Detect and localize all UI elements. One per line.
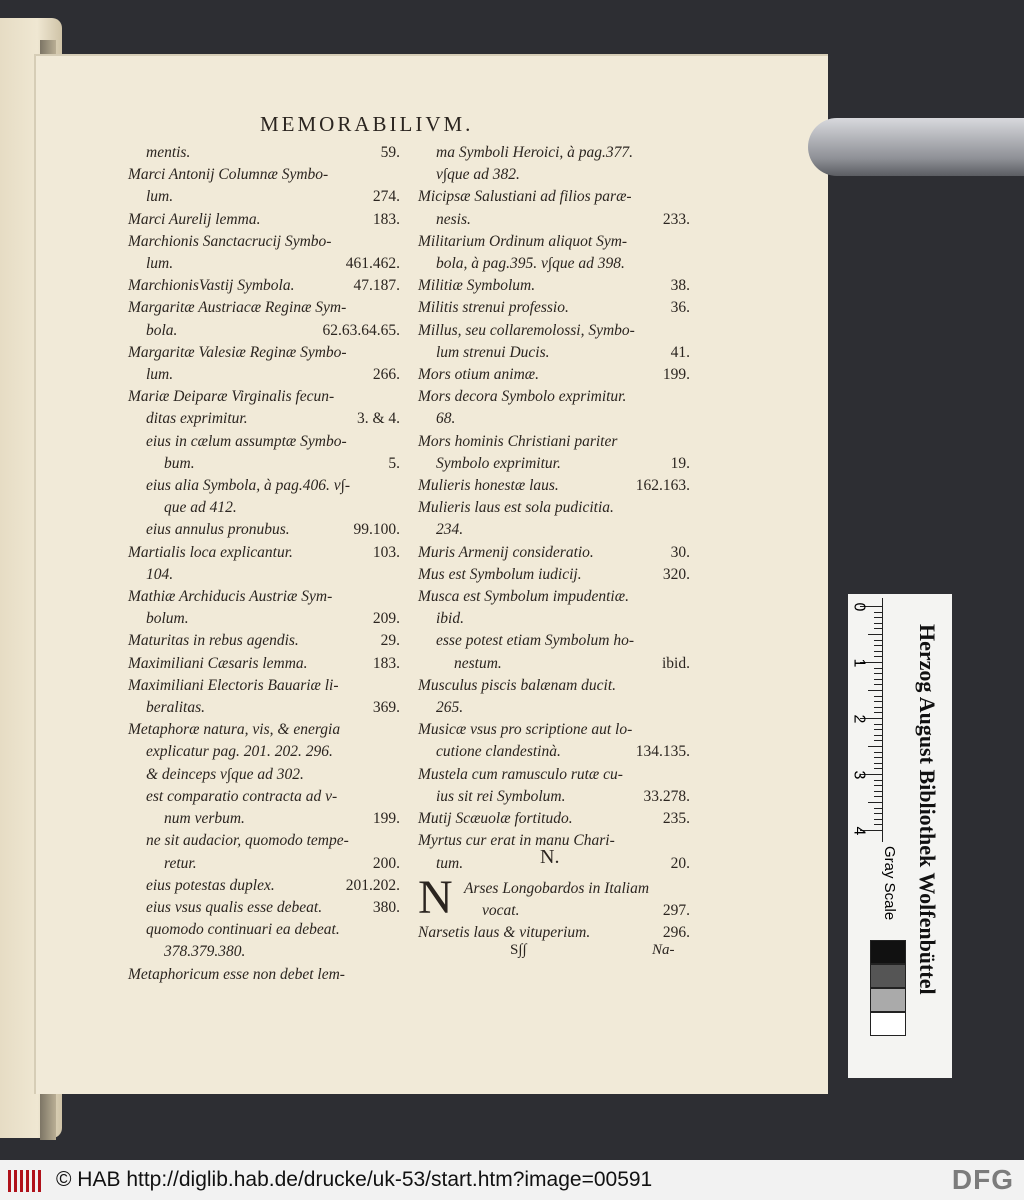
index-entry-page: 30. [670, 543, 690, 561]
ruler-tick [874, 656, 882, 657]
index-entry-page: 33.278. [643, 787, 690, 805]
index-entry-text: Mus est Symbolum iudicij. [418, 565, 582, 583]
index-entry [418, 542, 690, 564]
page-running-header: MEMORABILIVM. [260, 112, 474, 136]
index-entry [128, 364, 400, 386]
index-entry-text: 68. [436, 410, 456, 428]
index-entry [128, 853, 400, 875]
index-entry-text: lum strenui Ducis. [436, 343, 550, 361]
index-entry [128, 830, 400, 852]
index-entry [128, 808, 400, 830]
ruler-tick [874, 735, 882, 736]
index-entry-text: explicatur pag. 201. 202. 296. [146, 743, 333, 761]
index-entry-text: Musca est Symbolum impudentiæ. [418, 588, 629, 606]
index-entry [128, 320, 400, 342]
index-column-left [128, 142, 400, 986]
index-entry-text: eius annulus pronubus. [146, 521, 290, 539]
index-entry-page: ibid. [662, 654, 690, 672]
index-entry-page: 380. [372, 898, 400, 916]
ruler-number: 1 [850, 658, 868, 668]
index-entry [418, 675, 690, 697]
index-entry [418, 431, 690, 453]
index-entry [128, 297, 400, 319]
index-entry-page: 103. [372, 543, 400, 561]
index-entry-page: 99.100. [353, 521, 400, 539]
ruler-tick [874, 796, 882, 797]
index-entry-text: Myrtus cur erat in manu Chari- [418, 832, 615, 850]
ruler-tick [874, 651, 882, 652]
ruler [850, 598, 883, 842]
index-entry [418, 608, 690, 630]
index-entry-page: 297. [662, 902, 690, 920]
index-entry [128, 542, 400, 564]
index-entry-text: Maturitas in rebus agendis. [128, 632, 299, 650]
index-entry [128, 142, 400, 164]
index-entry-text: Militis strenui professio. [418, 299, 569, 317]
swatch-dark-gray [870, 964, 906, 988]
index-entry [418, 786, 690, 808]
index-column-right [418, 142, 690, 875]
index-entry [418, 900, 690, 922]
swatch-black [870, 940, 906, 964]
ruler-tick [874, 791, 882, 792]
ruler-tick [874, 824, 882, 825]
ruler-number: 4 [850, 826, 868, 836]
index-entry-text: Mathiæ Archiducis Austriæ Sym- [128, 588, 333, 606]
index-entry-text: eius alia Symbola, à pag.406. v∫- [146, 477, 350, 495]
index-entry-text: Mustela cum ramusculo rutæ cu- [418, 765, 623, 783]
ruler-tick [874, 724, 882, 725]
index-entry-text: Margaritæ Valesiæ Reginæ Symbo- [128, 343, 347, 361]
index-entry [418, 275, 690, 297]
index-entry [418, 408, 690, 430]
index-entry-text: Militarium Ordinum aliquot Sym- [418, 232, 628, 250]
index-entry [128, 653, 400, 675]
index-entry-text: ibid. [436, 610, 464, 628]
index-entry-text: bola. [146, 321, 178, 339]
n-section-entries [418, 878, 690, 945]
index-entry [128, 697, 400, 719]
index-entry-text: Marchionis Sanctacrucij Symbo- [128, 232, 332, 250]
index-entry-text: ditas exprimitur. [146, 410, 248, 428]
index-entry-page: 183. [372, 654, 400, 672]
dfg-logo: DFG [951, 1164, 1014, 1195]
index-entry-text: Mors hominis Christiani pariter [418, 432, 618, 450]
index-entry [418, 209, 690, 231]
ruler-tick [874, 808, 882, 809]
drop-cap-n: N [418, 871, 453, 924]
index-entry [418, 808, 690, 830]
index-entry [128, 964, 400, 986]
ruler-tick [874, 752, 882, 753]
index-entry-text: quomodo continuari ea debeat. [146, 921, 340, 939]
index-entry [128, 408, 400, 430]
index-entry-page: 266. [372, 366, 400, 384]
index-entry-page: 235. [662, 810, 690, 828]
index-entry [418, 320, 690, 342]
index-entry [418, 519, 690, 541]
index-entry [128, 786, 400, 808]
index-entry-text: Martialis loca explicantur. [128, 543, 293, 561]
ruler-tick [874, 684, 882, 685]
index-entry [128, 497, 400, 519]
index-entry-text: bolum. [146, 610, 189, 628]
index-entry-text: ius sit rei Symbolum. [436, 787, 566, 805]
index-entry [418, 342, 690, 364]
index-entry-text: esse potest etiam Symbolum ho- [436, 632, 635, 650]
index-entry [128, 764, 400, 786]
index-entry-text: Muris Armenij consideratio. [418, 543, 594, 561]
index-entry-text: nesis. [436, 210, 471, 228]
ruler-tick [874, 729, 882, 730]
index-entry [418, 878, 690, 900]
ruler-tick [874, 763, 882, 764]
index-entry-page: 162.163. [635, 477, 690, 495]
index-entry [128, 608, 400, 630]
index-entry-page: 41. [670, 343, 690, 361]
ruler-tick [874, 645, 882, 646]
index-entry-text: 265. [436, 699, 464, 717]
index-entry-text: retur. [164, 854, 197, 872]
index-entry-text: MarchionisVastij Symbola. [128, 277, 295, 295]
index-entry [128, 386, 400, 408]
index-entry-text: Mors otium animæ. [418, 366, 539, 384]
index-entry [418, 564, 690, 586]
copyright-link[interactable]: © HAB http://diglib.hab.de/drucke/uk-53/start.htm?image=00591 [56, 1168, 653, 1191]
index-entry [418, 475, 690, 497]
index-entry-text: tum. [436, 854, 464, 872]
index-entry [418, 142, 690, 164]
ruler-tick [874, 696, 882, 697]
index-entry-page: 19. [670, 454, 690, 472]
index-entry-page: 29. [380, 632, 400, 650]
index-entry [418, 653, 690, 675]
index-entry [418, 453, 690, 475]
ruler-number: 0 [850, 602, 868, 612]
index-entry-text: Metaphoricum esse non debet lem- [128, 965, 345, 983]
index-entry-text: ma Symboli Heroici, à pag.377. [436, 144, 634, 161]
index-entry-text: v∫que ad 382. [436, 166, 520, 184]
index-entry [418, 297, 690, 319]
index-entry-page: 134.135. [635, 743, 690, 761]
index-entry [128, 253, 400, 275]
index-entry-text: Maximiliani Electoris Bauariæ li- [128, 676, 339, 694]
index-entry [418, 497, 690, 519]
index-entry [418, 231, 690, 253]
index-entry-text: Musicæ vsus pro scriptione aut lo- [418, 721, 633, 739]
index-entry-text: & deinceps v∫que ad 302. [146, 765, 304, 783]
index-entry [418, 186, 690, 208]
index-entry [128, 475, 400, 497]
ruler-tick [874, 623, 882, 624]
ruler-tick [868, 802, 882, 803]
index-entry-text: Margaritæ Austriacæ Reginæ Sym- [128, 299, 347, 317]
index-entry-text: lum. [146, 255, 174, 273]
index-entry [418, 719, 690, 741]
index-entry-text: Arses Longobardos in Italiam [464, 880, 650, 897]
index-entry-text: Metaphoræ natura, vis, & energia [128, 721, 341, 739]
index-entry [418, 697, 690, 719]
index-entry-page: 20. [670, 854, 690, 872]
index-entry-page: 183. [372, 210, 400, 228]
index-entry-page: 199. [372, 810, 400, 828]
index-entry-text: Militiæ Symbolum. [418, 277, 536, 295]
section-heading-n: N. [540, 846, 560, 868]
index-entry-page: 3. & 4. [356, 410, 400, 428]
index-entry [128, 342, 400, 364]
page-clip [808, 118, 1024, 176]
signature-mark: S∫∫ [510, 942, 527, 958]
index-entry-text: Symbolo exprimitur. [436, 454, 561, 472]
swatch-light-gray [870, 988, 906, 1012]
index-entry [128, 875, 400, 897]
index-entry [418, 764, 690, 786]
index-entry-text: Maximiliani Cæsaris lemma. [128, 654, 308, 672]
ruler-tick [874, 679, 882, 680]
index-entry-page: 199. [662, 366, 690, 384]
index-entry-text: 378.379.380. [164, 943, 246, 961]
index-entry-page: 274. [372, 188, 400, 206]
index-entry-text: Musculus piscis balænam ducit. [418, 676, 617, 694]
index-entry [418, 253, 690, 275]
index-entry-text: beralitas. [146, 699, 205, 717]
index-entry [418, 386, 690, 408]
index-entry-text: nestum. [454, 654, 502, 672]
index-entry-text: Mariæ Deiparæ Virginalis fecun- [128, 388, 335, 406]
index-entry-page: 201.202. [345, 876, 400, 894]
index-entry [128, 919, 400, 941]
index-entry-text: num verbum. [164, 810, 245, 828]
index-entry-page: 59. [380, 144, 400, 161]
ruler-tick [868, 746, 882, 747]
index-entry-text: cutione clandestinà. [436, 743, 561, 761]
ruler-tick [874, 780, 882, 781]
index-entry-text: Mulieris laus est sola pudicitia. [418, 499, 614, 517]
ruler-tick [874, 785, 882, 786]
ruler-tick [874, 813, 882, 814]
index-entry-text: lum. [146, 366, 174, 384]
index-entry-text: Micipsæ Salustiani ad filios paræ- [418, 188, 632, 206]
index-entry-text: Mutij Scæuolæ fortitudo. [418, 810, 573, 828]
index-entry [128, 519, 400, 541]
footer-bar [0, 1160, 1024, 1200]
index-entry-page: 209. [372, 610, 400, 628]
index-entry [128, 675, 400, 697]
index-entry [128, 719, 400, 741]
index-entry-text: eius vsus qualis esse debeat. [146, 898, 323, 916]
index-entry-text: Marci Antonij Columnæ Symbo- [128, 166, 329, 184]
swatch-white [870, 1012, 906, 1036]
index-entry-text: Millus, seu collaremolossi, Symbo- [418, 321, 635, 339]
ruler-tick [874, 707, 882, 708]
index-entry [128, 164, 400, 186]
ruler-tick [874, 612, 882, 613]
index-entry-text: que ad 412. [164, 499, 237, 517]
gray-scale-label: Gray Scale [881, 846, 898, 921]
index-entry [128, 897, 400, 919]
index-entry [128, 209, 400, 231]
index-entry-text: eius potestas duplex. [146, 876, 275, 894]
index-entry [128, 564, 400, 586]
index-entry-text: 234. [436, 521, 464, 539]
gray-scale-card [848, 594, 952, 1078]
index-entry-page: 461.462. [345, 255, 400, 273]
index-entry [128, 586, 400, 608]
ruler-number: 2 [850, 714, 868, 724]
index-entry-page: 200. [372, 854, 400, 872]
ruler-tick [874, 740, 882, 741]
index-entry-text: eius in cælum assumptæ Symbo- [146, 432, 347, 450]
index-entry [418, 630, 690, 652]
index-entry-text: Marci Aurelij lemma. [128, 210, 261, 228]
ruler-tick [874, 640, 882, 641]
index-entry-text: vocat. [482, 902, 520, 920]
ruler-tick [874, 819, 882, 820]
index-entry-text: bola, à pag.395. v∫que ad 398. [436, 255, 625, 273]
index-entry-page: 36. [670, 299, 690, 317]
ruler-tick [874, 701, 882, 702]
index-entry-page: 47.187. [353, 277, 400, 295]
index-entry-page: 320. [662, 565, 690, 583]
index-entry [418, 922, 690, 944]
index-entry [418, 741, 690, 763]
index-entry [418, 164, 690, 186]
index-entry-text: lum. [146, 188, 174, 206]
index-entry-text: bum. [164, 454, 195, 472]
index-entry-text: Mors decora Symbolo exprimitur. [418, 388, 627, 406]
index-entry-page: 369. [372, 699, 400, 717]
institution-label: Herzog August Bibliothek Wolfenbüttel [915, 624, 940, 995]
index-entry-page: 62.63.64.65. [322, 321, 400, 339]
index-entry-page: 5. [388, 454, 400, 472]
ruler-tick [874, 617, 882, 618]
index-entry [128, 275, 400, 297]
index-entry [418, 364, 690, 386]
index-entry-text: Narsetis laus & vituperium. [418, 924, 591, 942]
index-entry-text: 104. [146, 565, 174, 583]
index-entry-text: est comparatio contracta ad v- [146, 787, 338, 805]
ruler-tick [874, 768, 882, 769]
ruler-tick [874, 757, 882, 758]
index-entry [128, 231, 400, 253]
index-entry-text: mentis. [146, 144, 191, 161]
index-entry-page: 296. [662, 924, 690, 942]
ruler-tick [874, 628, 882, 629]
index-entry [128, 741, 400, 763]
catchword: Na- [652, 942, 675, 958]
index-entry [128, 186, 400, 208]
index-entry [128, 431, 400, 453]
ruler-tick [874, 668, 882, 669]
ruler-number: 3 [850, 770, 868, 780]
index-entry [418, 586, 690, 608]
index-entry [128, 941, 400, 963]
index-entry-page: 38. [670, 277, 690, 295]
index-entry-text: Mulieris honestæ laus. [418, 477, 559, 495]
hab-logo-icon [6, 1168, 46, 1194]
ruler-tick [868, 634, 882, 635]
index-entry [128, 453, 400, 475]
index-entry [128, 630, 400, 652]
ruler-tick [868, 690, 882, 691]
ruler-tick [874, 673, 882, 674]
ruler-tick [874, 712, 882, 713]
index-entry-page: 233. [662, 210, 690, 228]
index-entry-text: ne sit audacior, quomodo tempe- [146, 832, 349, 850]
